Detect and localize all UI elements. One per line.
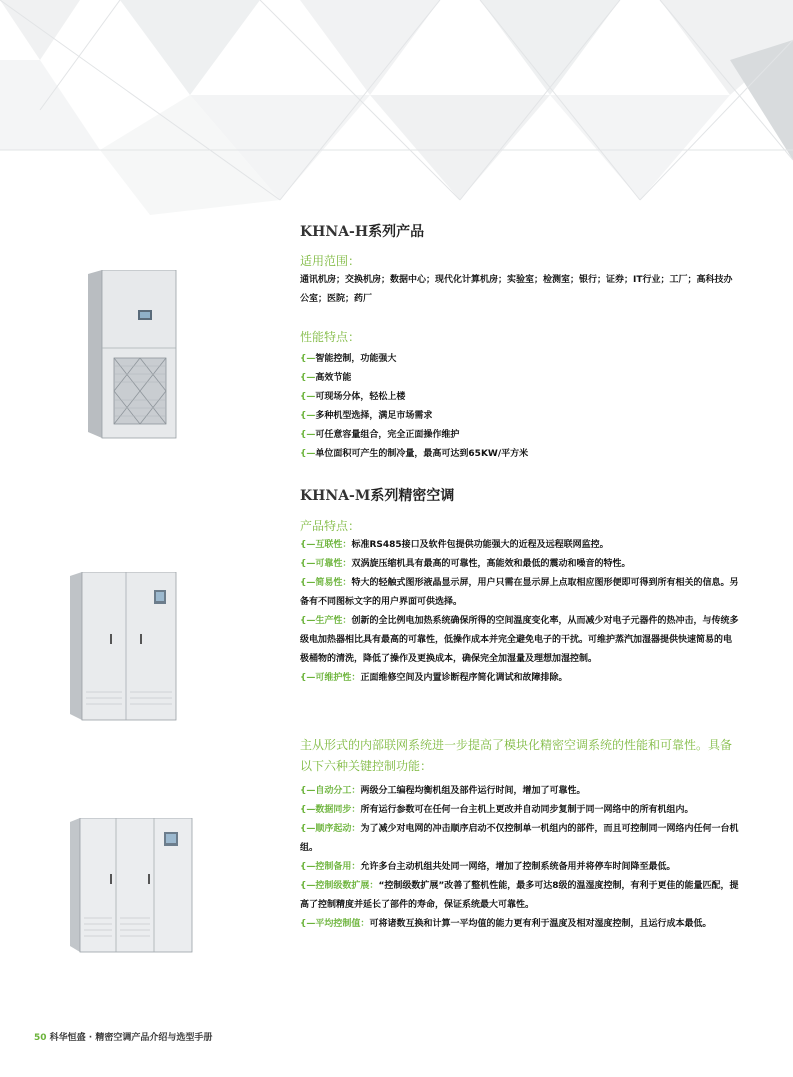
bullet-marker: {— [300,616,316,626]
feature-text: 特大的轻触式图形液晶显示屏，用户只需在显示屏上点取相应图形便即可得到所有相关的信息。另备有不同图标文字的用户界面可供选择。 [300,578,739,607]
bullet-marker: {— [300,392,316,402]
feature-label: 可维护性： [315,673,361,683]
feature-text: 标准RS485接口及软件包提供功能强大的近程及远程联网监控。 [351,540,609,550]
khna-m-feature-list [300,536,740,688]
list-item: {—可任意容量组合，完全正面操作维护 [300,430,460,440]
list-item [300,820,740,858]
list-item [300,574,740,612]
bullet-marker: {— [300,373,316,383]
list-item: {—智能控制，功能强大 [300,354,397,364]
network-section [300,735,740,934]
feature-label: 可靠性： [315,559,352,569]
khna-h-title-suffix: 系列产品 [368,224,425,240]
feature-text: 为了减少对电网的冲击顺序启动不仅控制单一机组内的部件，而且可控制同一网络内任何一台机组。 [300,824,739,853]
bullet-marker: {— [300,354,316,364]
feature-label: 生产性： [315,616,352,626]
list-item [300,801,740,820]
network-feature-list [300,782,740,934]
bullet-marker: {— [300,786,316,796]
list-item: {—可现场分体，轻松上楼 [300,392,406,402]
scope-heading: 适用范围： [300,254,361,268]
khna-m-section [300,485,740,688]
page-footer [34,1030,212,1043]
bullet-marker: {— [300,862,316,872]
feature-label: 互联性： [315,540,352,550]
background-triangle-pattern [0,0,793,215]
feature-text: 正面维修空间及内置诊断程序简化调试和故障排除。 [360,673,568,683]
bullet-marker: {— [300,919,316,929]
list-item [300,877,740,915]
feature-label: 控制备用： [315,862,361,872]
khna-m-title [300,485,740,505]
bullet-marker: {— [300,540,316,550]
feature-text: 允许多台主动机组共处同一网络，增加了控制系统备用并将停车时间降至最低。 [360,862,676,872]
network-intro: 主从形式的内部联网系统进一步提高了模块化精密空调系统的性能和可靠性。具备以下六种关键控制功能： [300,738,733,773]
list-item [300,782,740,801]
feature-text: 两级分工编程均衡机组及部件运行时间，增加了可靠性。 [360,786,586,796]
list-item [300,669,740,688]
list-item: {—高效节能 [300,373,352,383]
bullet-marker: {— [300,805,316,815]
feature-label: 简易性： [315,578,352,588]
khna-m-title-suffix: 系列精密空调 [370,488,455,504]
list-item [300,536,740,555]
bullet-marker: {— [300,578,316,588]
list-item: {—多种机型选择，满足市场需求 [300,411,433,421]
list-item [300,555,740,574]
list-item [300,858,740,877]
khna-m-features-heading: 产品特点： [300,519,361,533]
bullet-marker: {— [300,449,316,459]
feature-text: 双涡旋压缩机具有最高的可靠性，高能效和最低的震动和噪音的特性。 [351,559,631,569]
bullet-marker: {— [300,411,316,421]
khna-h-code: KHNA-H [300,224,369,240]
network-unit-image [70,818,194,954]
khna-h-title [300,221,740,241]
list-item [300,612,740,669]
list-item [300,915,740,934]
feature-label: 顺序起动： [315,824,361,834]
scope-text: 通讯机房；交换机房；数据中心；现代化计算机房；实验室；检测室；银行；证券；IT行业；工厂；高科技办公室；医院；药厂 [300,275,733,304]
bullet-marker: {— [300,824,316,834]
footer-text: 科华恒盛 · 精密空调产品介绍与选型手册 [49,1033,213,1043]
feature-text: 创新的全比例电加热系统确保所得的空间温度变化率，从而减少对电子元器件的热冲击，与传统多级电加热器相比具有最高的可靠性，低操作成本并完全避免电子的干扰。可维护蒸汽加湿器提供快速简易的电极桶物的清洗，降低了操作及更换成本，确保完全加湿量及理想加湿控制。 [300,616,739,664]
feature-text: “控制级数扩展”改善了整机性能，最多可达8级的温湿度控制，有利于更佳的能量匹配，提高了控制精度并延长了部件的寿命，保证系统最大可靠性。 [300,881,739,910]
list-item: {—单位面积可产生的制冷量，最高可达到65KW/平方米 [300,449,529,459]
feature-text: 可将诸数互换和计算一平均值的能力更有利于温度及相对湿度控制，且运行成本最低。 [369,919,712,929]
khna-m-code: KHNA-M [300,488,371,504]
feature-label: 数据同步： [315,805,361,815]
feature-text: 所有运行参数可在任何一台主机上更改并自动同步复制于同一网络中的所有机组内。 [360,805,694,815]
khna-h-unit-image [88,270,178,440]
khna-h-features-heading: 性能特点： [300,330,361,344]
khna-m-unit-image [70,572,178,722]
feature-label: 控制级数扩展： [315,881,379,891]
bullet-marker: {— [300,430,316,440]
khna-h-feature-list [300,350,740,464]
feature-label: 自动分工： [315,786,361,796]
bullet-marker: {— [300,559,316,569]
bullet-marker: {— [300,673,316,683]
page-number: 50 [34,1033,47,1043]
bullet-marker: {— [300,881,316,891]
khna-h-section [300,221,740,464]
feature-label: 平均控制值： [315,919,370,929]
